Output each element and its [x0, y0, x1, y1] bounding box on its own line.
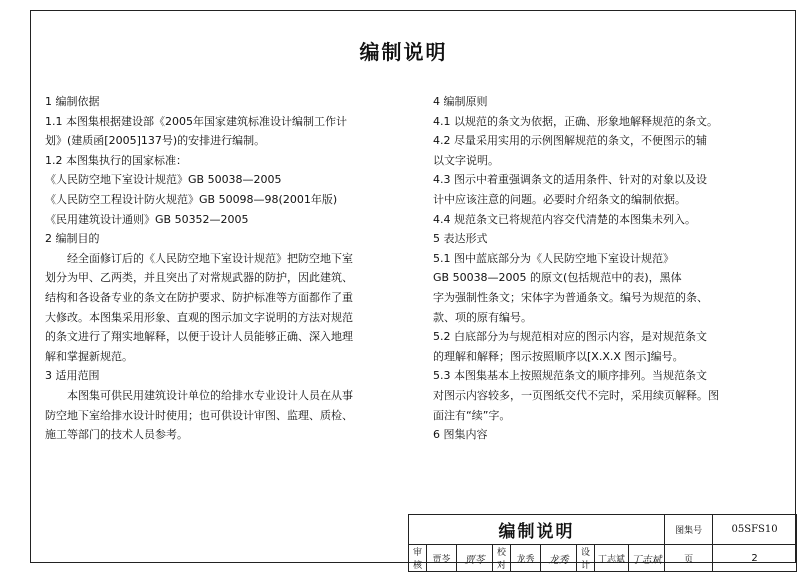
- paragraph-line: 1.2 本图集执行的国家标准：: [45, 153, 187, 167]
- page-number: 2: [713, 545, 797, 572]
- paragraph-line: 大修改。本图集采用形象、直观的图示加文字说明的方法对规范: [45, 310, 353, 324]
- paragraph-line: 4.4 规范条文已将规范内容交代清楚的本图集未列入。: [433, 212, 696, 226]
- reviewer-name: 贾苓: [427, 545, 457, 572]
- design-label: 设计: [577, 545, 595, 572]
- paragraph-line: 的理解和解释；图示按照顺序以[X.X.X 图示]编号。: [433, 349, 684, 363]
- paragraph-line: 4.2 尽量采用实用的示例图解规范的条文，不便图示的辅: [433, 134, 707, 148]
- left-column: [45, 92, 395, 445]
- paragraph-line: 划分为甲、乙两类，并且突出了对常规武器的防护，因此建筑、: [45, 271, 353, 285]
- heading-4: 4 编制原则: [433, 95, 488, 108]
- paragraph-line: 的条文进行了翔实地解释，以便于设计人员能够正确、深入地理: [45, 330, 353, 344]
- heading-3: 3 适用范围: [45, 369, 100, 383]
- page-title: 编制说明: [359, 40, 448, 64]
- paragraph-line: 防空地下室给排水设计时使用；也可供设计审图、监理、质检、: [45, 408, 353, 422]
- proof-label: 校对: [493, 545, 511, 572]
- paragraph-line: 面注有“续”字。: [433, 408, 511, 422]
- standard-line: 《人民防空地下室设计规范》GB 50038—2005: [45, 173, 282, 187]
- atlas-no: 05SFS10: [713, 515, 797, 545]
- paragraph-line: 解和掌握新规范。: [45, 349, 133, 363]
- proofreader-signature: 龙秀: [541, 545, 577, 572]
- paragraph-line: 本图集可供民用建筑设计单位的给排水专业设计人员在从事: [67, 388, 353, 402]
- paragraph-line: 经全面修订后的《人民防空地下室设计规范》把防空地下室: [67, 251, 353, 265]
- title-block: [408, 514, 797, 572]
- atlas-no-label: 图集号: [665, 515, 713, 545]
- reviewer-signature: 贾苓: [457, 545, 493, 572]
- title-block-title: 编制说明: [409, 515, 665, 545]
- designer-name: 丁志斌: [595, 545, 629, 572]
- heading-5: 5 表达形式: [433, 232, 488, 246]
- right-column: [433, 92, 783, 445]
- paragraph-line: 施工等部门的技术人员参考。: [45, 428, 188, 442]
- paragraph-line: 1.1 本图集根据建设部《2005年国家建筑标准设计编制工作计: [45, 114, 347, 128]
- paragraph-line: 4.1 以规范的条文为依据，正确、形象地解释规范的条文。: [433, 114, 718, 128]
- heading-6: 6 图集内容: [433, 428, 488, 442]
- paragraph-line: 4.3 图示中着重强调条文的适用条件、针对的对象以及设: [433, 173, 707, 187]
- paragraph-line: 5.1 图中蓝底部分为《人民防空地下室设计规范》: [433, 251, 674, 265]
- standard-line: 《人民防空工程设计防火规范》GB 50098—98(2001年版): [45, 192, 338, 206]
- paragraph-line: 款、项的原有编号。: [433, 310, 532, 324]
- paragraph-line: 5.3 本图集基本上按照规范条文的顺序排列。当规范条文: [433, 369, 707, 383]
- standard-line: 《民用建筑设计通则》GB 50352—2005: [45, 212, 249, 226]
- page-label: 页: [665, 545, 713, 572]
- paragraph-line: 对图示内容较多，一页图纸交代不完时，采用续页解释。图: [433, 388, 719, 402]
- heading-2: 2 编制目的: [45, 232, 100, 246]
- paragraph-line: 结构和各设备专业的条文在防护要求、防护标准等方面都作了重: [45, 290, 353, 304]
- proofreader-name: 龙秀: [511, 545, 541, 572]
- paragraph-line: 字为强制性条文；宋体字为普通条文。编号为规范的条、: [433, 290, 708, 304]
- paragraph-line: 5.2 白底部分为与规范相对应的图示内容，是对规范条文: [433, 330, 707, 344]
- paragraph-line: 计中应该注意的问题。必要时介绍条文的编制依据。: [433, 192, 686, 206]
- paragraph-line: 以文字说明。: [433, 153, 499, 167]
- designer-signature: 丁志斌: [629, 545, 665, 572]
- review-label: 审核: [409, 545, 427, 572]
- paragraph-line: 划》(建质函[2005]137号)的安排进行编制。: [45, 134, 266, 148]
- paragraph-line: GB 50038—2005 的原文(包括规范中的表)，黑体: [433, 271, 682, 285]
- heading-1: 1 编制依据: [45, 95, 100, 108]
